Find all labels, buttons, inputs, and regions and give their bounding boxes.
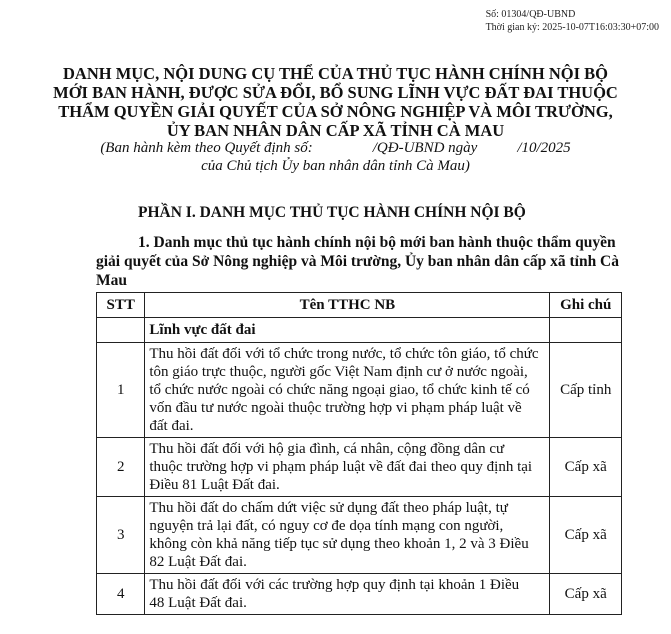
- row-name-line: Điều 81 Luật Đất đai.: [149, 477, 280, 493]
- row-name-line: tổ chức nước ngoài có chức năng ngoại giao, tổ chức kinh tế có: [149, 382, 530, 398]
- table-header-row: [97, 293, 622, 318]
- header-note: Ghi chú: [550, 293, 622, 318]
- row-stt: 4: [97, 574, 145, 615]
- row-name-line: 82 Luật Đất đai.: [149, 554, 247, 570]
- document-number: Số: 01304/QĐ-UBND: [485, 9, 576, 20]
- title-line: DANH MỤC, NỘI DUNG CỤ THỂ CỦA THỦ TỤC HÀNH CHÍNH NỘI BỘ: [62, 64, 608, 83]
- table-row: [97, 343, 622, 438]
- section-line: giải quyết của Sở Nông nghiệp và Môi trường, Ủy ban nhân dân cấp xã tỉnh Cà: [96, 253, 620, 270]
- row-name-line: 48 Luật Đất đai.: [149, 595, 247, 611]
- document-subtitle: [0, 139, 671, 175]
- signature-stamp: [486, 8, 659, 34]
- row-note: Cấp tỉnh: [550, 343, 622, 438]
- part-heading: PHẦN I. DANH MỤC THỦ TỤC HÀNH CHÍNH NỘI BỘ: [138, 204, 526, 221]
- title-line: MỚI BAN HÀNH, ĐƯỢC SỬA ĐỔI, BỔ SUNG LĨNH VỰC ĐẤT ĐAI THUỘC: [53, 83, 618, 102]
- table-row: [97, 497, 622, 574]
- title-line: ỦY BAN NHÂN DÂN CẤP XÃ TỈNH CÀ MAU: [166, 121, 505, 140]
- row-name: [145, 343, 550, 438]
- subtitle-line: của Chủ tịch Ủy ban nhân dân tỉnh Cà Mau): [201, 158, 470, 174]
- row-name-line: Thu hồi đất do chấm dứt việc sử dụng đất theo pháp luật, tự: [149, 500, 508, 516]
- row-name-line: Thu hồi đất đối với các trường hợp quy định tại khoản 1 Điều: [149, 577, 520, 593]
- signed-time: Thời gian ký: 2025-10-07T16:03:30+07:00: [485, 22, 659, 33]
- row-name-line: thuộc trường hợp vi phạm pháp luật về đất đai theo quy định tại: [149, 459, 533, 475]
- row-name: [145, 574, 550, 615]
- document-title: [0, 64, 671, 140]
- row-name-line: Thu hồi đất đối với hộ gia đình, cá nhân, cộng đồng dân cư: [149, 441, 505, 457]
- row-name-line: đất đai.: [149, 418, 194, 434]
- row-name-line: Thu hồi đất đối với tổ chức trong nước, tổ chức tôn giáo, tổ chức: [149, 346, 539, 362]
- row-note: Cấp xã: [550, 574, 622, 615]
- field-row: [97, 318, 622, 343]
- row-stt: 1: [97, 343, 145, 438]
- row-name: [145, 438, 550, 497]
- row-note: Cấp xã: [550, 497, 622, 574]
- table-row: [97, 574, 622, 615]
- row-stt: 3: [97, 497, 145, 574]
- row-note: Cấp xã: [550, 438, 622, 497]
- header-name: Tên TTHC NB: [145, 293, 550, 318]
- header-stt: STT: [97, 293, 145, 318]
- row-name-line: tôn giáo trực thuộc, người gốc Việt Nam định cư ở nước ngoài,: [149, 364, 528, 380]
- table-row: [97, 438, 622, 497]
- row-name-line: nguyện trả lại đất, có nguy cơ đe dọa tính mạng con người,: [149, 518, 504, 534]
- subtitle-part: /10/2025: [517, 140, 571, 156]
- title-line: THẨM QUYỀN GIẢI QUYẾT CỦA SỞ NÔNG NGHIỆP VÀ MÔI TRƯỜNG,: [58, 102, 613, 121]
- subtitle-part: (Ban hành kèm theo Quyết định số:: [100, 140, 313, 156]
- field-label: Lĩnh vực đất đai: [145, 318, 550, 343]
- section-line: Mau: [96, 272, 127, 289]
- procedure-table: [96, 292, 622, 615]
- subtitle-part: /QĐ-UBND ngày: [372, 140, 478, 156]
- row-name: [145, 497, 550, 574]
- section-line: 1. Danh mục thủ tục hành chính nội bộ mới ban hành thuộc thẩm quyền: [138, 234, 616, 251]
- section-heading: [96, 233, 628, 290]
- row-name-line: vốn đầu tư nước ngoài thuộc trường hợp vi phạm pháp luật về: [149, 400, 522, 416]
- row-stt: 2: [97, 438, 145, 497]
- row-name-line: không còn khả năng tiếp tục sử dụng theo khoản 1, 2 và 3 Điều: [149, 536, 529, 552]
